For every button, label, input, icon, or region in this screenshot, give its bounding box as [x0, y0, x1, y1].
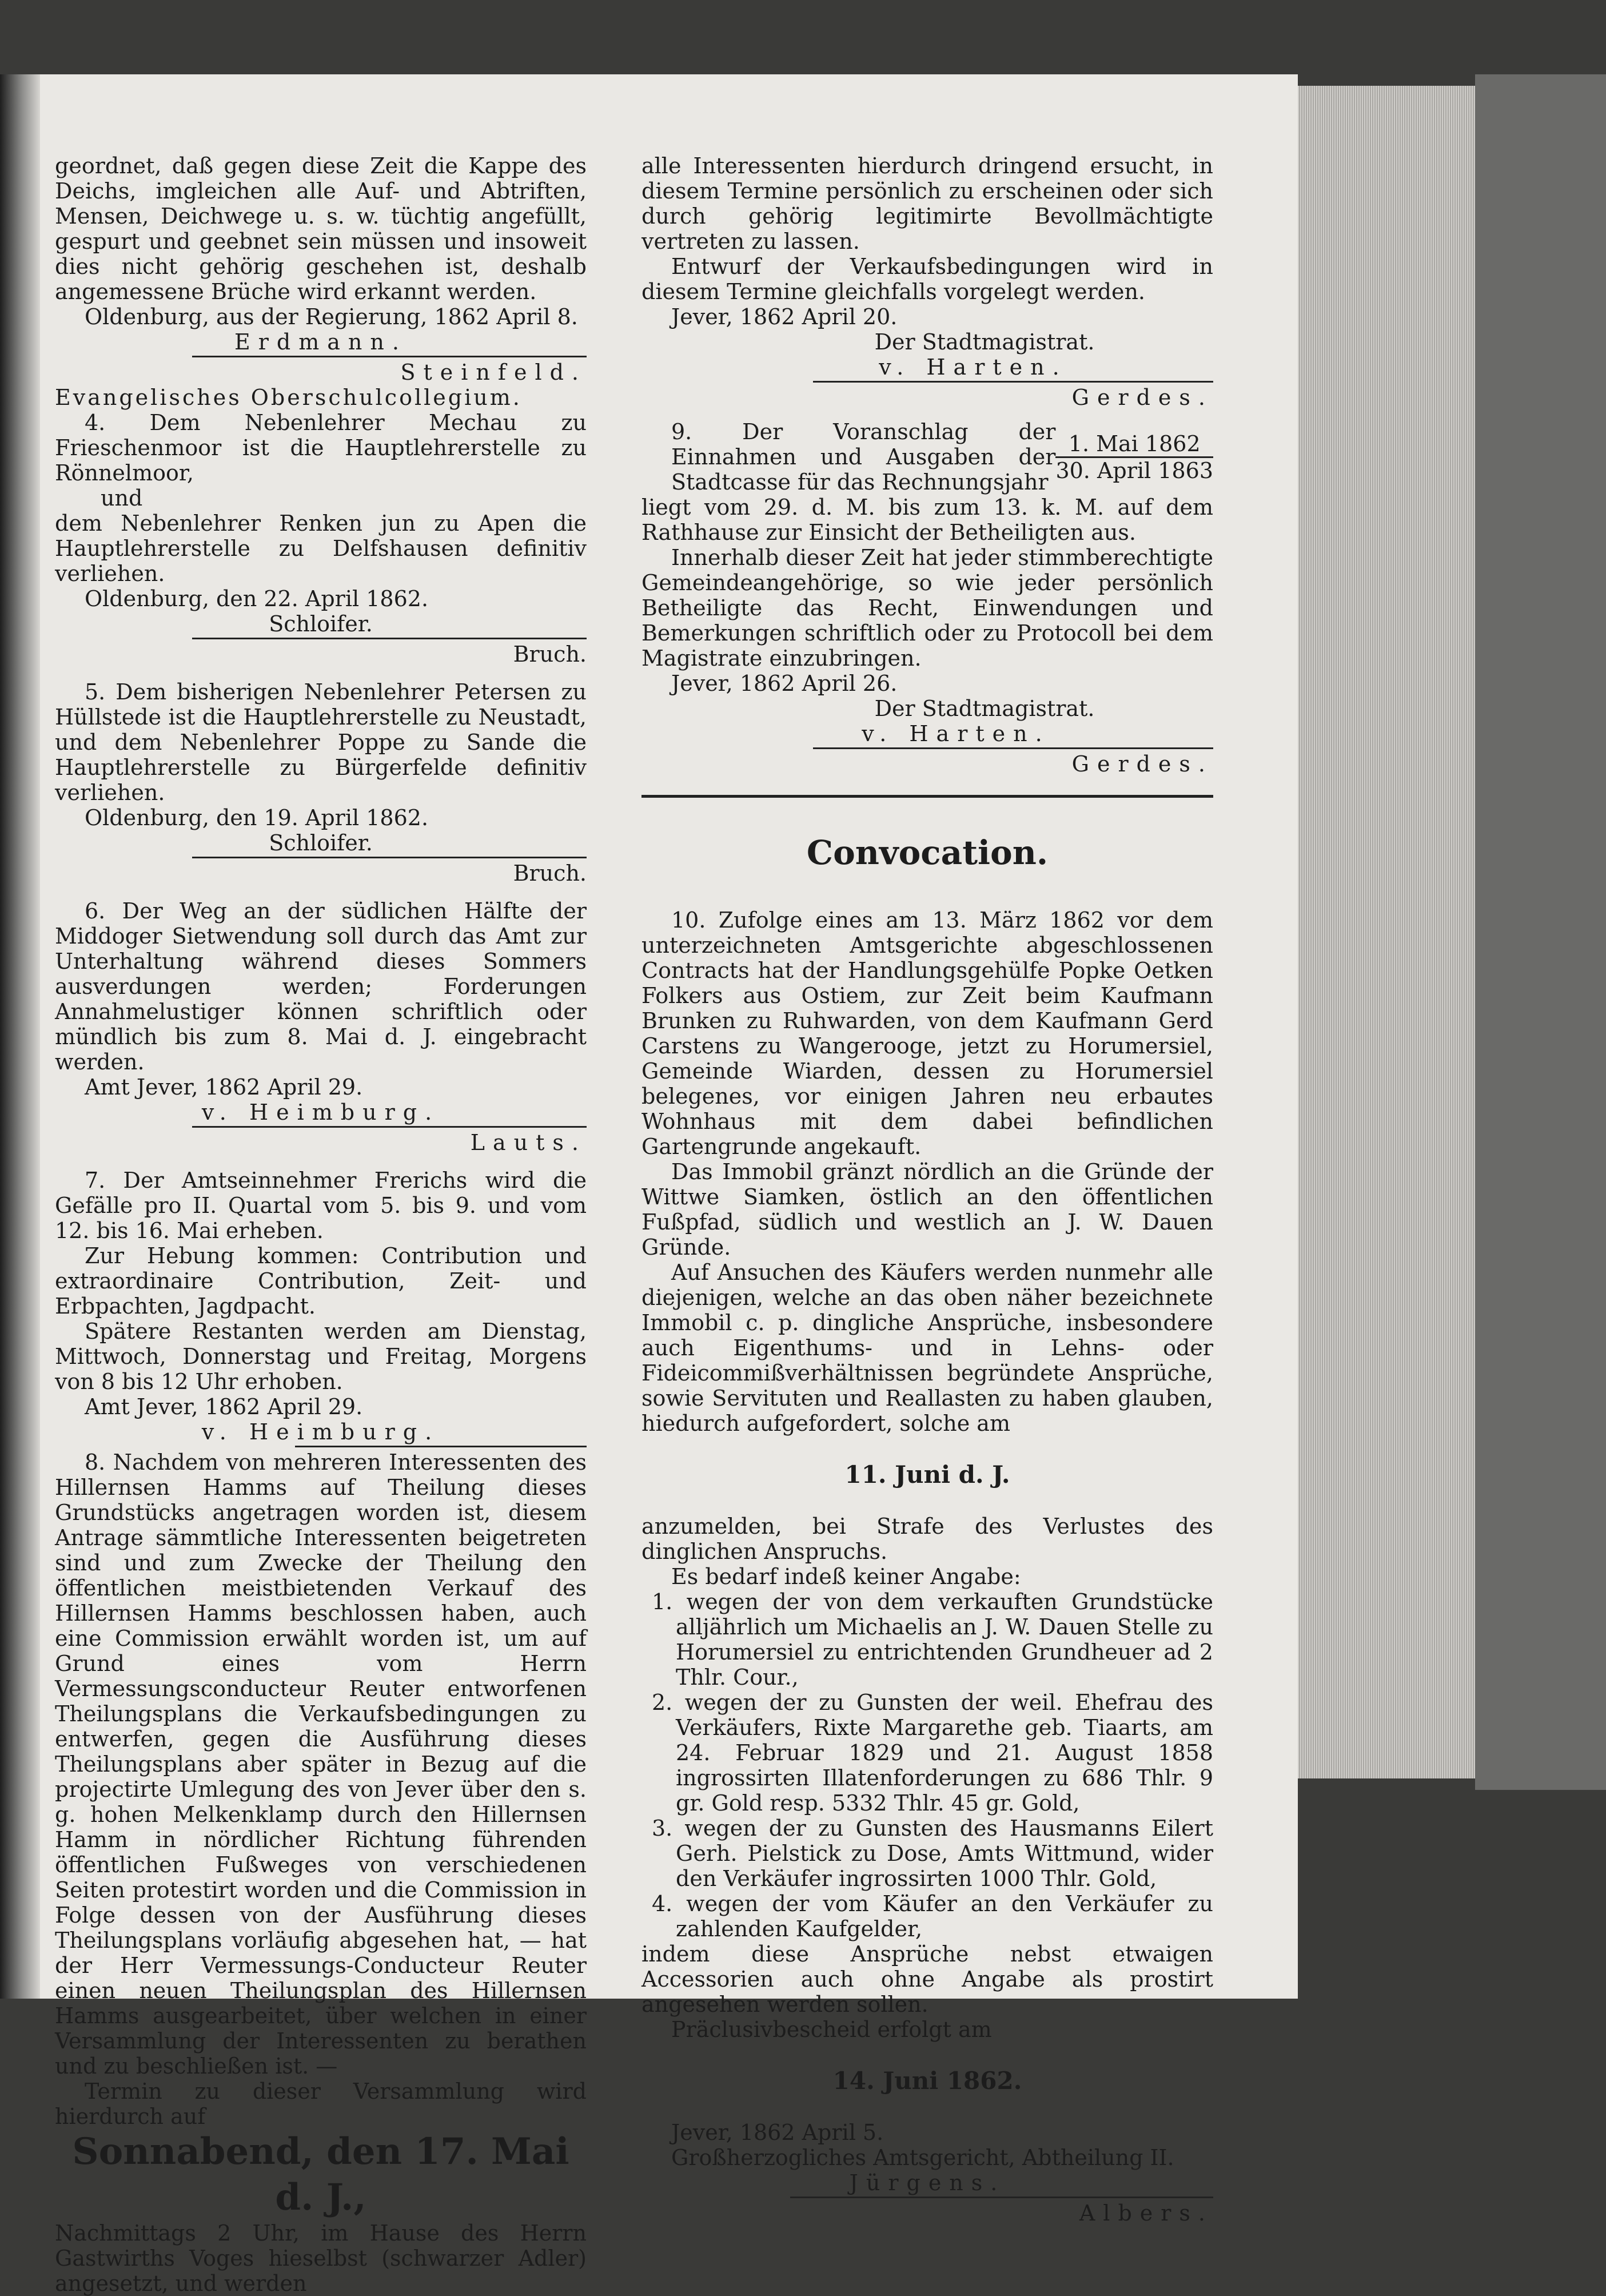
notice-10-court: Großherzogliches Amtsgericht, Abtheilung II.	[671, 2145, 1174, 2170]
right-column	[641, 153, 1213, 2226]
notice-7-text: 7. Der Amtseinnehmer Frerichs wird die Gefälle pro II. Quartal vom 5. bis 9. und vom 12. bis 16. Mai erheben.	[55, 1168, 587, 1243]
notice-10-text: 10. Zufolge eines am 13. März 1862 vor dem unterzeichneten Amtsgerichte abgeschlossenen Contracts hat der Handlungsgehülfe Popke Oetken Folkers aus Ostiem, zur Zeit beim Kaufmann Brunken zu Ruhwarden, von dem Kaufmann Gerd Carstens zu Wangerooge, jetzt zu Horumersiel, Gemeinde Wiarden, dessen zu Horumersiel belegenes, vor einigen Jahren neu erbautes Wohnhaus mit dem dabei befindlichen Gartengrunde angekauft.	[641, 908, 1213, 1159]
left-column	[55, 153, 587, 2296]
notice-9-text-c: Innerhalb dieser Zeit hat jeder stimmberechtigte Gemeindeangehörige, so wie jeder persönlich Betheiligte das Recht, Einwendungen und Bemerkungen schriftlich oder zu Protocoll bei dem Magistrate einzubringen.	[641, 545, 1213, 671]
divider	[192, 857, 587, 858]
notice-7-signature: v. Heimburg.	[201, 1419, 440, 1445]
divider	[790, 2196, 1213, 2198]
divider	[813, 381, 1213, 383]
fiscal-year-fraction	[1055, 431, 1213, 483]
notice-10-list-item: 3. wegen der zu Gunsten des Hausmanns Eilert Gerh. Pielstick zu Dose, Amts Wittmund, wider den Verkäufer ingrossirten 1000 Thlr. Gold,	[652, 1816, 1213, 1891]
notice-9-text: 9. Der Voranschlag der Einnahmen und Ausgaben der Stadtcasse für das Rechnungsjahr	[671, 419, 1056, 495]
notice-8-continued: alle Interessenten hierdurch dringend ersucht, in diesem Termine persönlich zu erscheinen oder sich durch gehörig legitimirte Bevollmächtigte vertreten zu lassen.	[641, 153, 1213, 254]
notice-8-signature-3: Gerdes.	[1071, 385, 1213, 410]
notice-6-date: Amt Jever, 1862 April 29.	[85, 1075, 363, 1100]
notice-6-signature-1: v. Heimburg.	[201, 1100, 440, 1125]
divider	[192, 356, 587, 357]
notice-9-signature-1: Der Stadtmagistrat.	[874, 696, 1095, 721]
previous-page-edge	[0, 74, 40, 1999]
notice-9-signature-2: v. Harten.	[862, 721, 1050, 746]
notice-8-draft: Entwurf der Verkaufsbedingungen wird in diesem Termine gleichfalls vorgelegt werden.	[641, 254, 1213, 304]
notice-6-text: 6. Der Weg an der südlichen Hälfte der Middoger Sietwendung soll durch das Amt zur Unterhaltung während dieses Sommers ausverdungen werden; Forderungen Annahmelustiger können schriftlich oder mündlich bis zum 8. Mai d. J. eingebracht werden.	[55, 898, 587, 1075]
book-cover	[1475, 74, 1606, 1790]
notice-dike-date: Oldenburg, aus der Regierung, 1862 April 8.	[85, 304, 578, 329]
page-stack-edge	[1298, 86, 1475, 1778]
notice-dike-signature-2: Steinfeld.	[400, 360, 587, 385]
notice-8-text-b: Termin zu dieser Versammlung wird hierdurch auf	[55, 2079, 587, 2129]
notice-4-date: Oldenburg, den 22. April 1862.	[85, 586, 429, 611]
notice-10-text-b: Das Immobil gränzt nördlich an die Gründe der Wittwe Siamken, östlich an den öffentlichen Fußpfad, südlich und westlich an J. W. Dauen Gründe.	[641, 1159, 1213, 1260]
convocation-heading: Convocation.	[806, 833, 1049, 872]
school-board-heading: Evangelisches Oberschulcollegium.	[55, 385, 522, 410]
notice-4-und: und	[101, 486, 143, 511]
divider	[295, 1446, 587, 1447]
divider	[192, 638, 587, 639]
notice-4-signature-1: Schloifer.	[269, 611, 373, 636]
notice-10-text-c: Auf Ansuchen des Käufers werden nunmehr alle diejenigen, welche an das oben näher bezeichnete Immobil c. p. dingliche Ansprüche, insbesondere auch Eigenthums- und in Lehns- oder Fideicommißverhältnissen begründete Ansprüche, sowie Servituten und Reallasten zu haben glauben, hiedurch aufgefordert, solche am	[641, 1260, 1213, 1436]
notice-10-text-d: anzumelden, bei Strafe des Verlustes des dinglichen Anspruchs.	[641, 1514, 1213, 1564]
notice-5-text: 5. Dem bisherigen Nebenlehrer Petersen zu Hüllstede ist die Hauptlehrerstelle zu Neustadt, und dem Nebenlehrer Poppe zu Sande die Hauptlehrerstelle zu Bürgerfelde definitiv verliehen.	[55, 679, 587, 805]
notice-9-text-b: liegt vom 29. d. M. bis zum 13. k. M. auf dem Rathhause zur Einsicht der Betheiligten aus.	[641, 495, 1213, 545]
notice-7-text-b: Zur Hebung kommen: Contribution und extraordinaire Contribution, Zeit- und Erbpachten, Jagdpacht.	[55, 1243, 587, 1319]
fiscal-year-start: 1. Mai 1862	[1055, 431, 1213, 458]
notice-8-text-c: Nachmittags 2 Uhr, im Hause des Herrn Gastwirths Voges hieselbst (schwarzer Adler) angesetzt, und werden	[55, 2221, 587, 2296]
divider	[813, 747, 1213, 749]
notice-9-signature-3: Gerdes.	[1071, 751, 1213, 777]
section-divider	[641, 795, 1213, 798]
notice-7-date: Amt Jever, 1862 April 29.	[85, 1394, 363, 1419]
notice-10-list-item: 1. wegen der von dem verkauften Grundstücke alljährlich um Michaelis an J. W. Dauen Stelle zu Horumersiel zu entrichtenden Grundheuer ad 2 Thlr. Cour.,	[652, 1589, 1213, 1690]
divider	[192, 1126, 587, 1128]
notice-8-meeting-date: Sonnabend, den 17. Mai d. J.,	[72, 2130, 569, 2219]
notice-4-signature-2: Bruch.	[513, 642, 587, 667]
fiscal-year-end: 30. April 1863	[1055, 457, 1213, 483]
notice-10-list-item: 2. wegen der zu Gunsten der weil. Ehefrau des Verkäufers, Rixte Margarethe geb. Tiaarts, am 24. Februar 1829 und 21. August 1858 ingrossirten Illatenforderungen zu 686 Thlr. 9 gr. Gold resp. 5332 Thlr. 45 gr. Gold,	[652, 1690, 1213, 1816]
notice-10-list-item: 4. wegen der vom Käufer an den Verkäufer zu zahlenden Kaufgelder,	[652, 1891, 1213, 1941]
notice-10-text-f: indem diese Ansprüche nebst etwaigen Accessorien auch ohne Angabe als prostirt angesehen werden sollen.	[641, 1941, 1213, 2017]
notice-6-signature-2: Lauts.	[470, 1130, 587, 1155]
notice-8-signature-2: v. Harten.	[879, 355, 1067, 380]
notice-9-date: Jever, 1862 April 26.	[671, 671, 898, 696]
notice-10-date: Jever, 1862 April 5.	[671, 2120, 884, 2145]
notice-10-signature-1: Jürgens.	[849, 2170, 1006, 2195]
notice-10-deadline-date: 11. Juni d. J.	[844, 1461, 1010, 1489]
notice-10-preclusion-date: 14. Juni 1862.	[832, 2067, 1022, 2095]
notice-4-text-b: dem Nebenlehrer Renken jun zu Apen die Hauptlehrerstelle zu Delfshausen definitiv verliehen.	[55, 511, 587, 586]
notice-10-signature-2: Albers.	[1079, 2201, 1213, 2226]
notice-7-text-c: Spätere Restanten werden am Dienstag, Mittwoch, Donnerstag und Freitag, Morgens von 8 bis 12 Uhr erhoben.	[55, 1319, 587, 1394]
notice-dike-signature-1: Erdmann.	[234, 329, 407, 355]
notice-9-heading-row	[641, 419, 1213, 495]
notice-8-signature-1: Der Stadtmagistrat.	[874, 329, 1095, 355]
notice-dike-text: geordnet, daß gegen diese Zeit die Kappe des Deichs, imgleichen alle Auf- und Abtriften, Mensen, Deichwege u. s. w. tüchtig angefüllt, gespurt und geebnet sein müssen und insoweit dies nicht gehörig geschehen ist, deshalb angemessene Brüche wird erkannt werden.	[55, 153, 587, 304]
notice-10-text-e: Es bedarf indeß keiner Angabe:	[671, 1564, 1021, 1589]
notice-8-date: Jever, 1862 April 20.	[671, 304, 898, 329]
notice-10-text-g: Präclusivbescheid erfolgt am	[671, 2017, 992, 2042]
notice-4-text: 4. Dem Nebenlehrer Mechau zu Frieschenmoor ist die Hauptlehrerstelle zu Rönnelmoor,	[55, 410, 587, 486]
notice-8-text: 8. Nachdem von mehreren Interessenten des Hillernsen Hamms auf Theilung dieses Grundstücks angetragen worden ist, diesem Antrage sämmtliche Interessenten beigetreten sind und zum Zwecke der Theilung den öffentlichen meistbietenden Verkauf des Hillernsen Hamms beschlossen haben, auch eine Commission erwählt worden ist, um auf Grund eines vom Herrn Vermessungsconducteur Reuter entworfenen Theilungsplans die Verkaufsbedingungen zu entwerfen, gegen die Ausführung dieses Theilungsplans aber später in Bezug auf die projectirte Umlegung des von Jever über den s. g. hohen Melkenklamp durch den Hillernsen Hamm in nördlicher Richtung führenden öffentlichen Fußweges von verschiedenen Seiten protestirt worden und die Commission in Folge dessen von der Ausführung dieses Theilungsplans vorläufig abgesehen hat, — hat der Herr Vermessungs-Conducteur Reuter einen neuen Theilungsplan des Hillernsen Hamms ausgearbeitet, über welchen in einer Versammlung der Interessenten zu berathen und zu beschließen ist. —	[55, 1450, 587, 2079]
notice-5-date: Oldenburg, den 19. April 1862.	[85, 805, 429, 830]
notice-5-signature-2: Bruch.	[513, 861, 587, 886]
notice-5-signature-1: Schloifer.	[269, 830, 373, 855]
